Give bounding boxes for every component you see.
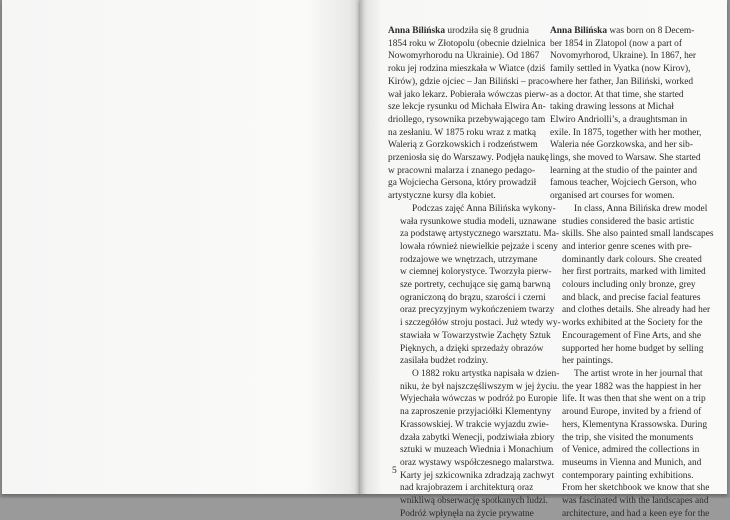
text-line: driollego, rysownika przebywającego tam: [388, 114, 546, 125]
english-paragraph-2: [550, 203, 714, 368]
text-line: niku, że był najszczęśliwszym w jej życiu.: [400, 381, 560, 392]
text-line: Anna Bilińska was born on 8 Decem-: [550, 26, 695, 36]
text-line: and interior genre scenes with pre-: [562, 241, 692, 252]
text-line: Kirów), gdzie ojciec – Jan Biliński – praco-: [388, 76, 553, 87]
text-line: sze lekcje rysunku od Michała Elwira An-: [388, 102, 546, 113]
text-line: dzała zabytki Wenecji, podziwiała zbiory: [400, 432, 555, 443]
text-line: 1854 roku w Złotopolu (obecnie dzielnica: [388, 38, 546, 49]
text-line: Karty jej szkicownika zdradzają zachwyt: [400, 470, 555, 481]
text-line: na zesłaniu. W 1875 roku wraz z matką: [388, 127, 537, 138]
polish-paragraph-2: [388, 203, 561, 368]
text-line: skills. She also painted small landscapes: [562, 229, 714, 240]
text-line: Novomyrhorod, Ukraine). In 1867, her: [550, 51, 697, 62]
text-line: stawiała w Towarzystwie Zachęty Sztuk: [400, 330, 551, 341]
text-line: ber 1854 in Zlatopol (now a part of: [550, 38, 682, 49]
left-page-blank: [2, 0, 360, 494]
page-number: 5: [392, 466, 397, 476]
text-line: contemporary painting exhibitions.: [562, 470, 694, 481]
text-line: Pięknych, a dzięki sprzedaży obrazów: [400, 343, 544, 354]
text-line: exile. In 1875, together with her mother,: [550, 127, 702, 138]
text-line: taking drawing lessons at Michał: [550, 102, 674, 113]
text-line: was fascinated with the landscapes and: [562, 496, 709, 507]
text-line: of Venice, admired the collections in: [562, 445, 700, 456]
text-line: wał jako lekarz. Pobierała wówczas pierw-: [388, 89, 549, 100]
text-line: zasilała budżet rodziny.: [400, 356, 489, 367]
text-line: her paintings.: [562, 356, 614, 367]
text-line: O 1882 roku artystka napisała w dzien-: [412, 368, 560, 379]
text-line: Krassowskiej. W trakcie wyjazdu zwie-: [400, 419, 549, 430]
text-line: na zaproszenie przyjaciółki Klementyny: [400, 407, 552, 418]
text-line: studies considered the basic artistic: [562, 216, 695, 227]
text-line: the year 1882 was the happiest in her: [562, 381, 702, 392]
text-line: In class, Anna Bilińska drew model: [574, 203, 708, 214]
text-line: lings, she moved to Warsaw. She started: [550, 153, 701, 164]
text-line: artystyczne kursy dla kobiet.: [388, 191, 496, 202]
text-line: Podróż wpłynęła na życie prywatne: [400, 508, 534, 519]
text-line: From her sketchbook we know that she: [562, 483, 710, 494]
text-line: Encouragement of Fine Arts, and she: [562, 330, 702, 341]
text-line: za podstawę artystycznego warsztatu. Ma-: [400, 229, 560, 240]
text-line: works exhibited at the Society for the: [562, 318, 703, 329]
book-gutter: [355, 0, 365, 494]
text-line: supported her home budget by selling: [562, 343, 704, 354]
text-line: around Europe, invited by a friend of: [562, 407, 702, 418]
text-line: Walerią z Gorzkowskich i rodzeństwem: [388, 140, 538, 151]
text-line: wnikliwą obserwację spotkanych ludzi.: [400, 496, 548, 507]
text-line: family settled in Vyatka (now Kirov),: [550, 64, 691, 75]
text-line: przeniosła się do Warszawy. Podjęła naukę: [388, 153, 549, 164]
text-line: lowała również niewielkie pejzaże i sceny: [400, 241, 558, 252]
text-line: Nowomyrhorodu na Ukrainie). Od 1867: [388, 51, 540, 62]
polish-paragraph-1: [388, 25, 553, 203]
text-line: life. It was then that she went on a trip: [562, 394, 706, 405]
text-line: organised art courses for women.: [550, 191, 675, 202]
text-line: sztuki w muzeach Wiednia i Monachium: [400, 445, 554, 456]
text-line: roku jej rodzina mieszkała w Wiatce (dziś: [388, 64, 546, 75]
text-line: colours including only bronze, grey: [562, 280, 696, 291]
artist-name: Anna Bilińska: [388, 26, 446, 36]
text-line: Anna Bilińska urodziła się 8 grudnia: [388, 26, 529, 36]
text-line: oraz precyzyjnym wykończeniem twarzy: [400, 305, 555, 316]
text-line: the trip, she visited the monuments: [562, 432, 694, 443]
text-line: famous teacher, Wojciech Gerson, who: [550, 178, 697, 189]
english-paragraph-1: [550, 25, 710, 203]
text-line: rodzajowe we wnętrzach, utrzymane: [400, 254, 538, 265]
text-line: ga Wojciecha Gersona, który prowadził: [388, 178, 537, 189]
text-line: w ciemnej kolorystyce. Tworzyła pierw-: [400, 267, 552, 278]
text-line: ograniczoną do brązu, szarości i czerni: [400, 292, 546, 303]
text-line: and black, and precise facial features: [562, 292, 701, 303]
text-line: museums in Vienna and Munich, and: [562, 457, 702, 468]
text-line: her first portraits, marked with limited: [562, 267, 706, 278]
text-line: Podczas zajęć Anna Bilińska wykony-: [412, 203, 556, 214]
artist-name: Anna Bilińska: [550, 26, 608, 36]
text-line: and clothes details. She already had her: [562, 305, 711, 316]
text-line: oraz wystawy współczesnego malarstwa.: [400, 457, 555, 468]
text-line: w pracowni malarza i znanego pedago-: [388, 165, 536, 176]
text-line: Waleria née Gorzkowska, and her sib-: [550, 140, 693, 151]
polish-text-column: [388, 25, 561, 520]
text-line: wała rysunkowe studia modeli, uznawane: [400, 216, 557, 227]
text-line: The artist wrote in her journal that: [574, 368, 703, 379]
text-line: Wyjechała wówczas w podróż po Europie: [400, 394, 558, 405]
text-line: hers, Klementyna Krassowska. During: [562, 419, 708, 430]
english-paragraph-3: [550, 368, 710, 520]
text-line: i szczegółów stroju postaci. Już wtedy wy-: [400, 318, 561, 329]
text-line: dominantly dark colours. She created: [562, 254, 702, 265]
text-line: sze portrety, cechujące się gamą barwną: [400, 280, 551, 291]
text-line: architecture, and had a keen eye for the: [562, 508, 710, 519]
text-line: where her father, Jan Biliński, worked: [550, 76, 694, 87]
text-line: as a doctor. At that time, she started: [550, 89, 684, 100]
text-line: learning at the studio of the painter and: [550, 165, 698, 176]
polish-paragraph-3: [388, 368, 560, 520]
english-text-column: [550, 25, 714, 520]
text-line: nad krajobrazem i architekturą oraz: [400, 483, 534, 494]
text-line: Elwiro Andriolli’s, a draughtsman in: [550, 114, 688, 125]
